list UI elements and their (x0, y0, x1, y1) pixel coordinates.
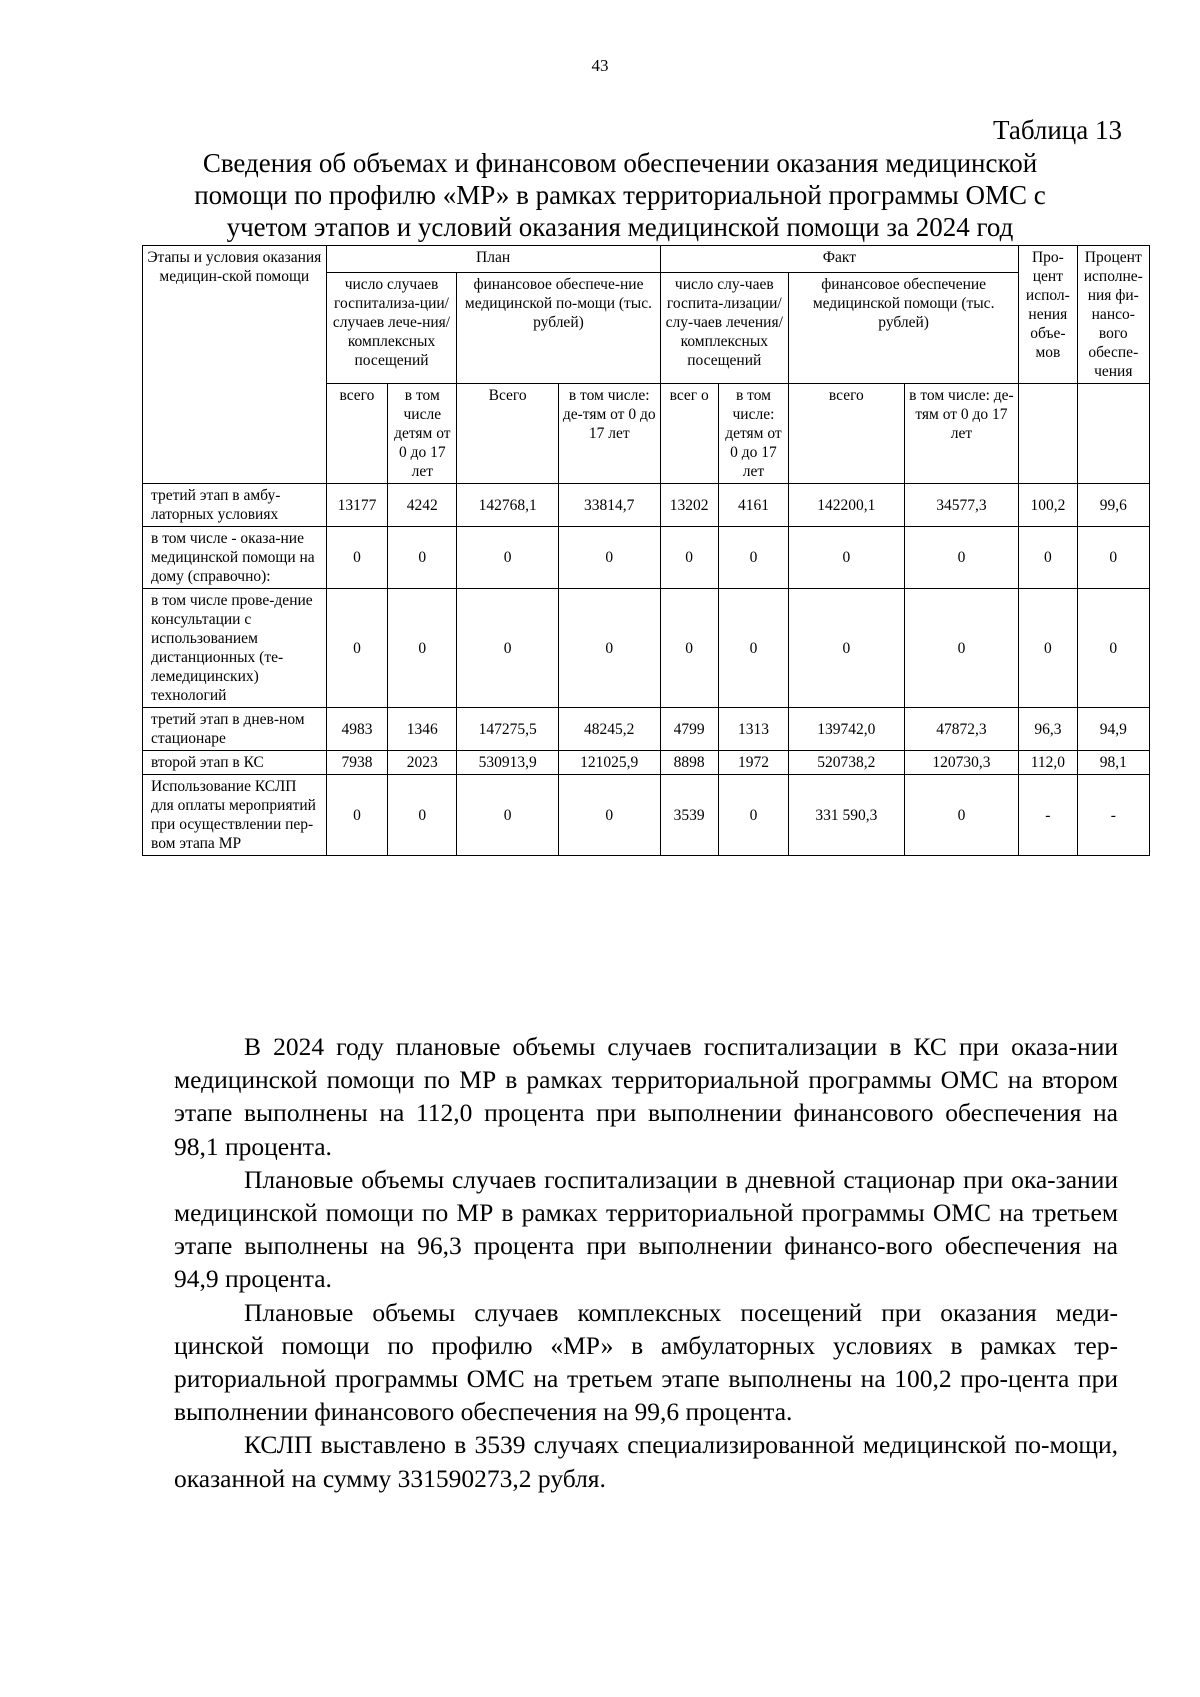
table-cell: 48245,2 (558, 708, 660, 751)
table-cell: 0 (718, 527, 788, 589)
table-cell: 99,6 (1077, 484, 1149, 527)
table-cell: 98,1 (1077, 751, 1149, 775)
header-plan-finance: финансовое обеспече-ние медицинской по-мощи (тыс. рублей) (457, 272, 660, 383)
header-fact: Факт (660, 246, 1019, 273)
table-cell: 530913,9 (457, 751, 559, 775)
table-cell: 0 (904, 775, 1019, 856)
table-cell: 147275,5 (457, 708, 559, 751)
table-cell: 100,2 (1019, 484, 1077, 527)
table-cell: 4799 (660, 708, 718, 751)
table-cell: 0 (660, 527, 718, 589)
header-plan-fin-kids: в том числе: де-тям от 0 до 17 лет (558, 384, 660, 484)
table-cell: 8898 (660, 751, 718, 775)
table-row (143, 775, 1150, 856)
table-cell: 33814,7 (558, 484, 660, 527)
table-cell: 112,0 (1019, 751, 1077, 775)
header-fact-fin-kids: в том числе: де-тям от 0 до 17 лет (904, 384, 1019, 484)
row-label: второй этап в КС (143, 751, 327, 775)
row-label: в том числе прове-дение консультации с использованием дистанционных (те-лемедицинских) технологий (143, 589, 327, 708)
header-plan-cases: число случаев госпитализа-ции/ случаев лече-ния/ комплексных посещений (326, 272, 457, 383)
table-cell: 520738,2 (789, 751, 905, 775)
paragraph: Плановые объемы случаев госпитализации в дневной стационар при ока-зании медицинской помощи по МР в рамках территориальной программы ОМС на третьем этапе выполнены на 96,3 процента при выполнении финансо-вого обеспечения на 94,9 процента. (174, 1164, 1118, 1294)
table-cell: 0 (904, 589, 1019, 708)
header-fact-cases-total: всег о (660, 384, 718, 484)
table-cell: - (1077, 775, 1149, 856)
paragraph: В 2024 году плановые объемы случаев госпитализации в КС при оказа-нии медицинской помощи по МР в рамках территориальной программы ОМС на втором этапе выполнены на 112,0 процента при выполнении финансового обеспечения на 98,1 процента. (174, 1032, 1118, 1161)
header-pct-finance: Процент исполне-ния фи-нансо-вого обеспе-чения (1077, 246, 1149, 384)
table-cell: 0 (558, 589, 660, 708)
row-label: в том числе - оказа-ние медицинской помощи на дому (справочно): (143, 527, 327, 589)
table-cell: 4242 (388, 484, 457, 527)
table-cell: 3539 (660, 775, 718, 856)
table-cell: 13202 (660, 484, 718, 527)
table-row (143, 484, 1150, 527)
header-fact-fin-total: всего (789, 384, 905, 484)
header-stage: Этапы и условия оказания медицин-ской помощи (143, 246, 327, 484)
header-fact-cases: число слу-чаев госпита-лизации/ слу-чаев лечения/ комплексных посещений (660, 272, 789, 383)
header-plan-fin-total: Всего (457, 384, 559, 484)
table-cell: 0 (558, 775, 660, 856)
table-cell: 0 (789, 589, 905, 708)
table-cell: 142768,1 (457, 484, 559, 527)
header-row-1 (143, 246, 1150, 273)
table-cell: 13177 (326, 484, 388, 527)
header-plan: План (326, 246, 660, 273)
table-cell: 0 (1077, 589, 1149, 708)
table-body (143, 484, 1150, 856)
table-cell: 0 (789, 527, 905, 589)
header-plan-cases-kids: в том числе детям от 0 до 17 лет (388, 384, 457, 484)
header-pct-finance-empty (1077, 384, 1149, 484)
table-cell: 7938 (326, 751, 388, 775)
table-row (143, 708, 1150, 751)
table-row (143, 527, 1150, 589)
table-cell: 142200,1 (789, 484, 905, 527)
table-cell: 0 (718, 589, 788, 708)
header-pct-volume-empty (1019, 384, 1077, 484)
table-cell: 0 (326, 527, 388, 589)
table-row (143, 751, 1150, 775)
table-title: Сведения об объемах и финансовом обеспечении оказания медицинской помощи по профилю «МР» в рамках территориальной программы ОМС с учетом этапов и условий оказания медицинской помощи за 2024 год (194, 148, 1046, 242)
header-fact-cases-kids: в том числе: детям от 0 до 17 лет (718, 384, 788, 484)
table-cell: 0 (388, 527, 457, 589)
paragraph: Плановые объемы случаев комплексных посещений при оказания меди-цинской помощи по профилю «МР» в амбулаторных условиях в рамках тер-риториальной программы ОМС на третьем этапе выполнены на 100,2 про-цента при выполнении финансового обеспечения на 99,6 процента. (174, 1297, 1118, 1427)
table-cell: 1313 (718, 708, 788, 751)
table-cell: 120730,3 (904, 751, 1019, 775)
table-row (143, 589, 1150, 708)
table-cell: 0 (326, 775, 388, 856)
table-cell: 0 (1019, 527, 1077, 589)
table-cell: 0 (388, 775, 457, 856)
table-cell: 0 (1077, 527, 1149, 589)
table-cell: 1972 (718, 751, 788, 775)
table-cell: 0 (388, 589, 457, 708)
header-plan-cases-total: всего (326, 384, 388, 484)
table-cell: 0 (457, 775, 559, 856)
table-cell: 0 (718, 775, 788, 856)
body-text (174, 1030, 1118, 1495)
table-cell: 0 (457, 589, 559, 708)
header-pct-volume: Про-цент испол-нения объе-мов (1019, 246, 1077, 384)
row-label: Использование КСЛП для оплаты мероприятий при осуществлении пер-вом этапа МР (143, 775, 327, 856)
table-cell: 331 590,3 (789, 775, 905, 856)
table-cell: 4161 (718, 484, 788, 527)
table-cell: 4983 (326, 708, 388, 751)
table-cell: 0 (904, 527, 1019, 589)
table-cell: 121025,9 (558, 751, 660, 775)
page-number: 43 (591, 56, 609, 75)
row-label: третий этап в днев-ном стационаре (143, 708, 327, 751)
table-cell: 96,3 (1019, 708, 1077, 751)
table-cell: 1346 (388, 708, 457, 751)
header-fact-finance: финансовое обеспечение медицинской помощи (тыс. рублей) (789, 272, 1019, 383)
table-label: Таблица 13 (993, 115, 1122, 145)
table-cell: 0 (660, 589, 718, 708)
table-cell: 34577,3 (904, 484, 1019, 527)
table-cell: 47872,3 (904, 708, 1019, 751)
table-cell: - (1019, 775, 1077, 856)
data-table (142, 245, 1150, 856)
table-cell: 2023 (388, 751, 457, 775)
paragraph: КСЛП выставлено в 3539 случаях специализированной медицинской по-мощи, оказанной на сумму 331590273,2 рубля. (174, 1430, 1118, 1493)
table-cell: 0 (558, 527, 660, 589)
table-cell: 139742,0 (789, 708, 905, 751)
table-cell: 0 (326, 589, 388, 708)
table-cell: 0 (1019, 589, 1077, 708)
row-label: третий этап в амбу-латорных условиях (143, 484, 327, 527)
table-cell: 94,9 (1077, 708, 1149, 751)
table-cell: 0 (457, 527, 559, 589)
